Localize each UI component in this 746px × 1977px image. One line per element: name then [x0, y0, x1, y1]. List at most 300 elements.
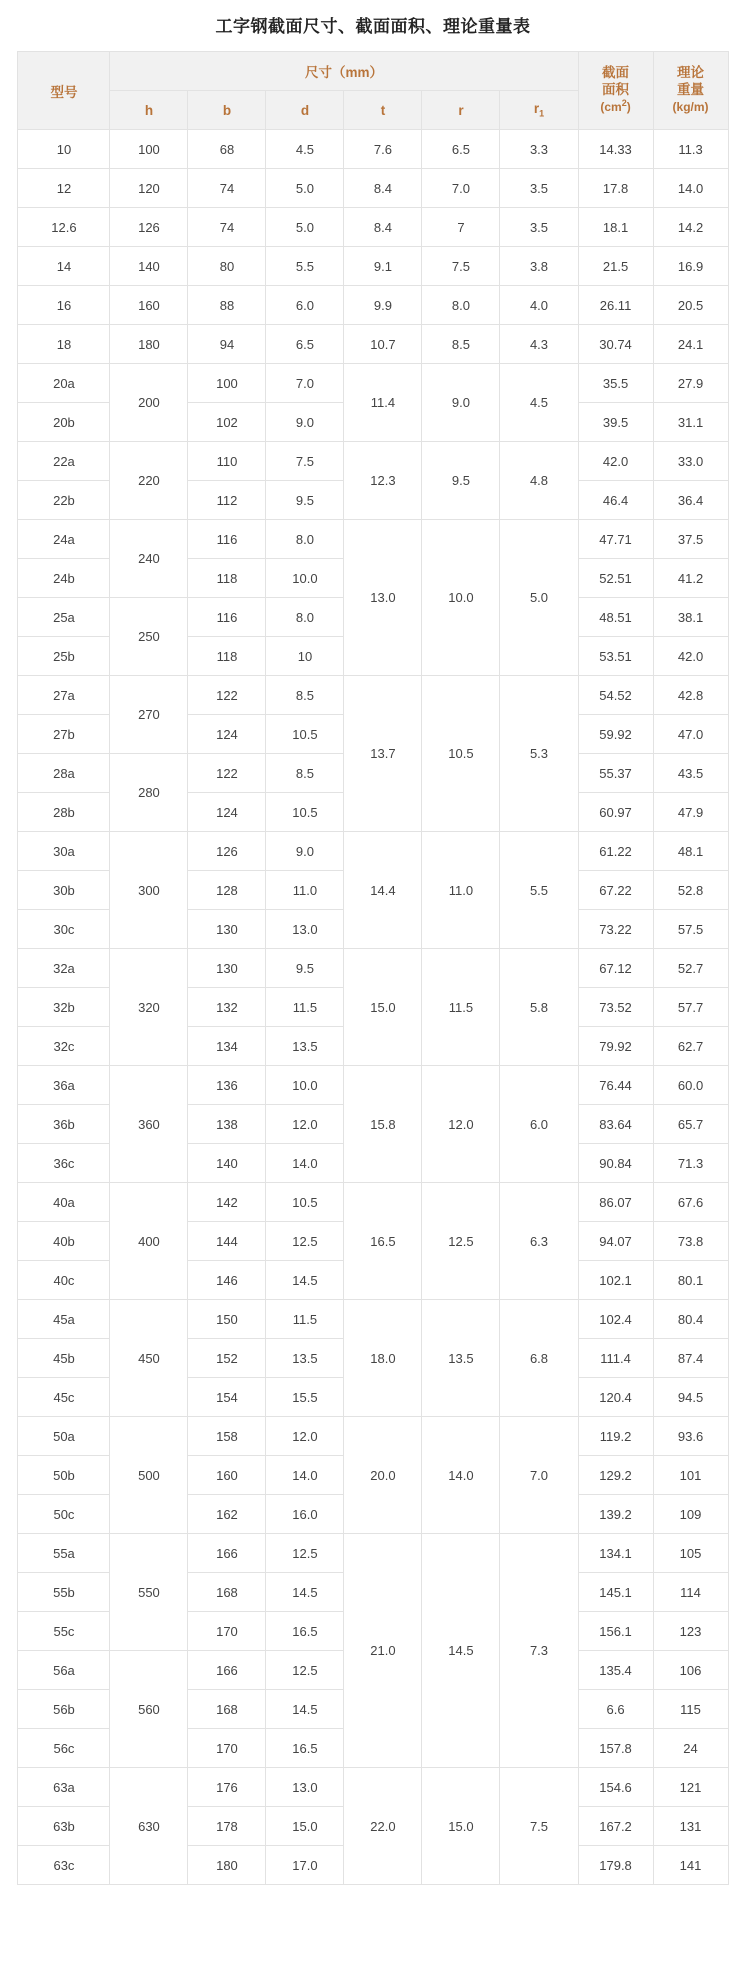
cell-model: 63b — [18, 1807, 110, 1846]
cell-r: 14.5 — [422, 1534, 500, 1768]
cell-d: 8.5 — [266, 754, 344, 793]
cell-r1: 3.5 — [500, 169, 578, 208]
cell-r: 7.0 — [422, 169, 500, 208]
cell-r1: 6.0 — [500, 1066, 578, 1183]
cell-model: 45a — [18, 1300, 110, 1339]
cell-area: 26.11 — [578, 286, 653, 325]
cell-model: 30a — [18, 832, 110, 871]
cell-d: 11.5 — [266, 1300, 344, 1339]
cell-d: 5.5 — [266, 247, 344, 286]
cell-r1: 5.3 — [500, 676, 578, 832]
cell-h: 270 — [110, 676, 188, 754]
cell-r: 11.0 — [422, 832, 500, 949]
page-title: 工字钢截面尺寸、截面面积、理论重量表 — [215, 17, 531, 36]
cell-r1: 6.8 — [500, 1300, 578, 1417]
cell-d: 6.0 — [266, 286, 344, 325]
cell-area: 14.33 — [578, 130, 653, 169]
cell-model: 30c — [18, 910, 110, 949]
col-header-weight-line1: 理论 — [677, 65, 705, 81]
cell-model: 27a — [18, 676, 110, 715]
cell-d: 16.0 — [266, 1495, 344, 1534]
cell-d: 11.5 — [266, 988, 344, 1027]
cell-model: 18 — [18, 325, 110, 364]
cell-area: 179.8 — [578, 1846, 653, 1885]
table-row — [18, 169, 728, 208]
cell-weight: 52.8 — [653, 871, 728, 910]
cell-d: 9.5 — [266, 949, 344, 988]
cell-area: 39.5 — [578, 403, 653, 442]
header-row-top — [18, 52, 728, 91]
table-row — [18, 1183, 728, 1222]
cell-weight: 62.7 — [653, 1027, 728, 1066]
table-row — [18, 949, 728, 988]
cell-r: 6.5 — [422, 130, 500, 169]
cell-model: 28b — [18, 793, 110, 832]
cell-area: 21.5 — [578, 247, 653, 286]
cell-model: 25b — [18, 637, 110, 676]
cell-model: 63c — [18, 1846, 110, 1885]
cell-h: 240 — [110, 520, 188, 598]
col-header-weight — [653, 52, 728, 130]
cell-b: 176 — [188, 1768, 266, 1807]
cell-b: 168 — [188, 1573, 266, 1612]
cell-model: 22a — [18, 442, 110, 481]
table-row — [18, 1300, 728, 1339]
cell-area: 18.1 — [578, 208, 653, 247]
cell-t: 13.0 — [344, 520, 422, 676]
cell-t: 18.0 — [344, 1300, 422, 1417]
cell-t: 21.0 — [344, 1534, 422, 1768]
col-header-r1: $r_1$ — [500, 91, 578, 130]
cell-weight: 131 — [653, 1807, 728, 1846]
cell-model: 24b — [18, 559, 110, 598]
cell-area: 17.8 — [578, 169, 653, 208]
cell-h: 280 — [110, 754, 188, 832]
cell-weight: 33.0 — [653, 442, 728, 481]
cell-h: 500 — [110, 1417, 188, 1534]
cell-t: 20.0 — [344, 1417, 422, 1534]
cell-h: 630 — [110, 1768, 188, 1885]
table-body — [18, 130, 728, 1885]
col-header-t: t — [344, 91, 422, 130]
col-header-area-unit: $(cm^2)$ — [600, 98, 631, 115]
cell-weight: 52.7 — [653, 949, 728, 988]
cell-d: 14.5 — [266, 1261, 344, 1300]
cell-h: 140 — [110, 247, 188, 286]
cell-d: 13.0 — [266, 910, 344, 949]
cell-d: 10.5 — [266, 1183, 344, 1222]
cell-r: 7.5 — [422, 247, 500, 286]
col-header-area-line1: 截面 — [602, 64, 630, 80]
cell-t: 15.8 — [344, 1066, 422, 1183]
cell-d: 13.5 — [266, 1339, 344, 1378]
cell-h: 250 — [110, 598, 188, 676]
cell-b: 166 — [188, 1534, 266, 1573]
cell-b: 88 — [188, 286, 266, 325]
cell-t: 7.6 — [344, 130, 422, 169]
cell-weight: 24.1 — [653, 325, 728, 364]
cell-b: 180 — [188, 1846, 266, 1885]
cell-t: 13.7 — [344, 676, 422, 832]
cell-model: 36b — [18, 1105, 110, 1144]
cell-h: 560 — [110, 1651, 188, 1768]
cell-weight: 71.3 — [653, 1144, 728, 1183]
cell-b: 122 — [188, 676, 266, 715]
cell-model: 40a — [18, 1183, 110, 1222]
cell-area: 135.4 — [578, 1651, 653, 1690]
cell-model: 40c — [18, 1261, 110, 1300]
cell-d: 12.0 — [266, 1105, 344, 1144]
cell-area: 83.64 — [578, 1105, 653, 1144]
cell-area: 6.6 — [578, 1690, 653, 1729]
cell-b: 136 — [188, 1066, 266, 1105]
cell-area: 129.2 — [578, 1456, 653, 1495]
cell-t: 8.4 — [344, 208, 422, 247]
cell-b: 74 — [188, 208, 266, 247]
cell-model: 36a — [18, 1066, 110, 1105]
cell-r: 12.5 — [422, 1183, 500, 1300]
table-row — [18, 832, 728, 871]
cell-b: 138 — [188, 1105, 266, 1144]
cell-weight: 57.5 — [653, 910, 728, 949]
cell-area: 73.52 — [578, 988, 653, 1027]
cell-weight: 36.4 — [653, 481, 728, 520]
table-row — [18, 442, 728, 481]
cell-b: 132 — [188, 988, 266, 1027]
cell-h: 360 — [110, 1066, 188, 1183]
col-header-h: h — [110, 91, 188, 130]
cell-model: 56a — [18, 1651, 110, 1690]
cell-b: 130 — [188, 949, 266, 988]
cell-r1: 5.5 — [500, 832, 578, 949]
cell-area: 47.71 — [578, 520, 653, 559]
cell-r: 9.5 — [422, 442, 500, 520]
table-row — [18, 1066, 728, 1105]
cell-b: 146 — [188, 1261, 266, 1300]
cell-d: 10 — [266, 637, 344, 676]
cell-area: 145.1 — [578, 1573, 653, 1612]
cell-weight: 47.0 — [653, 715, 728, 754]
cell-model: 36c — [18, 1144, 110, 1183]
cell-t: 11.4 — [344, 364, 422, 442]
cell-weight: 106 — [653, 1651, 728, 1690]
cell-b: 168 — [188, 1690, 266, 1729]
cell-h: 160 — [110, 286, 188, 325]
table-row — [18, 286, 728, 325]
cell-area: 67.12 — [578, 949, 653, 988]
col-header-d: d — [266, 91, 344, 130]
col-header-dimensions-group: 尺寸（mm） — [110, 52, 578, 91]
cell-weight: 31.1 — [653, 403, 728, 442]
cell-model: 24a — [18, 520, 110, 559]
cell-model: 20a — [18, 364, 110, 403]
cell-weight: 115 — [653, 1690, 728, 1729]
cell-r1: 5.8 — [500, 949, 578, 1066]
cell-area: 86.07 — [578, 1183, 653, 1222]
col-header-area — [578, 52, 653, 130]
cell-area: 79.92 — [578, 1027, 653, 1066]
cell-weight: 43.5 — [653, 754, 728, 793]
cell-model: 16 — [18, 286, 110, 325]
cell-area: 60.97 — [578, 793, 653, 832]
cell-h: 400 — [110, 1183, 188, 1300]
cell-d: 14.0 — [266, 1144, 344, 1183]
cell-d: 10.0 — [266, 559, 344, 598]
cell-r1: 4.0 — [500, 286, 578, 325]
table-row — [18, 1534, 728, 1573]
cell-weight: 94.5 — [653, 1378, 728, 1417]
cell-area: 73.22 — [578, 910, 653, 949]
cell-model: 50b — [18, 1456, 110, 1495]
cell-r: 10.5 — [422, 676, 500, 832]
cell-t: 9.1 — [344, 247, 422, 286]
cell-d: 16.5 — [266, 1612, 344, 1651]
cell-weight: 80.1 — [653, 1261, 728, 1300]
cell-area: 42.0 — [578, 442, 653, 481]
cell-b: 160 — [188, 1456, 266, 1495]
cell-area: 55.37 — [578, 754, 653, 793]
cell-area: 119.2 — [578, 1417, 653, 1456]
cell-d: 8.5 — [266, 676, 344, 715]
col-header-r: r — [422, 91, 500, 130]
cell-r: 7 — [422, 208, 500, 247]
cell-d: 8.0 — [266, 598, 344, 637]
cell-d: 13.5 — [266, 1027, 344, 1066]
cell-weight: 109 — [653, 1495, 728, 1534]
cell-area: 102.4 — [578, 1300, 653, 1339]
cell-area: 53.51 — [578, 637, 653, 676]
cell-model: 40b — [18, 1222, 110, 1261]
cell-r: 13.5 — [422, 1300, 500, 1417]
cell-weight: 41.2 — [653, 559, 728, 598]
cell-model: 50a — [18, 1417, 110, 1456]
cell-weight: 42.8 — [653, 676, 728, 715]
cell-r: 11.5 — [422, 949, 500, 1066]
cell-model: 32b — [18, 988, 110, 1027]
cell-b: 166 — [188, 1651, 266, 1690]
cell-weight: 24 — [653, 1729, 728, 1768]
cell-d: 6.5 — [266, 325, 344, 364]
cell-weight: 93.6 — [653, 1417, 728, 1456]
cell-r1: 7.3 — [500, 1534, 578, 1768]
cell-weight: 14.0 — [653, 169, 728, 208]
cell-d: 14.5 — [266, 1573, 344, 1612]
cell-b: 116 — [188, 520, 266, 559]
cell-weight: 14.2 — [653, 208, 728, 247]
cell-area: 120.4 — [578, 1378, 653, 1417]
cell-weight: 80.4 — [653, 1300, 728, 1339]
cell-h: 126 — [110, 208, 188, 247]
cell-r1: 7.5 — [500, 1768, 578, 1885]
cell-model: 63a — [18, 1768, 110, 1807]
cell-b: 68 — [188, 130, 266, 169]
cell-area: 48.51 — [578, 598, 653, 637]
cell-b: 162 — [188, 1495, 266, 1534]
cell-d: 12.5 — [266, 1534, 344, 1573]
cell-h: 220 — [110, 442, 188, 520]
table-row — [18, 364, 728, 403]
cell-d: 17.0 — [266, 1846, 344, 1885]
cell-model: 56b — [18, 1690, 110, 1729]
cell-area: 154.6 — [578, 1768, 653, 1807]
cell-d: 10.5 — [266, 793, 344, 832]
cell-b: 122 — [188, 754, 266, 793]
cell-b: 152 — [188, 1339, 266, 1378]
cell-d: 10.0 — [266, 1066, 344, 1105]
cell-d: 14.0 — [266, 1456, 344, 1495]
cell-d: 5.0 — [266, 169, 344, 208]
table-row — [18, 247, 728, 286]
cell-d: 7.5 — [266, 442, 344, 481]
cell-weight: 16.9 — [653, 247, 728, 286]
cell-d: 5.0 — [266, 208, 344, 247]
cell-weight: 60.0 — [653, 1066, 728, 1105]
cell-t: 8.4 — [344, 169, 422, 208]
cell-h: 320 — [110, 949, 188, 1066]
cell-weight: 73.8 — [653, 1222, 728, 1261]
cell-h: 100 — [110, 130, 188, 169]
cell-area: 35.5 — [578, 364, 653, 403]
col-header-weight-line2: 重量 — [677, 82, 705, 98]
cell-r: 9.0 — [422, 364, 500, 442]
cell-weight: 121 — [653, 1768, 728, 1807]
col-header-weight-unit: (kg/m) — [672, 99, 709, 114]
cell-model: 20b — [18, 403, 110, 442]
cell-weight: 11.3 — [653, 130, 728, 169]
table-header — [18, 52, 728, 130]
cell-r1: 5.0 — [500, 520, 578, 676]
cell-area: 102.1 — [578, 1261, 653, 1300]
cell-h: 120 — [110, 169, 188, 208]
cell-weight: 38.1 — [653, 598, 728, 637]
cell-weight: 57.7 — [653, 988, 728, 1027]
cell-d: 12.5 — [266, 1222, 344, 1261]
cell-b: 134 — [188, 1027, 266, 1066]
cell-b: 130 — [188, 910, 266, 949]
cell-t: 22.0 — [344, 1768, 422, 1885]
cell-model: 28a — [18, 754, 110, 793]
cell-d: 12.5 — [266, 1651, 344, 1690]
cell-model: 32a — [18, 949, 110, 988]
cell-model: 50c — [18, 1495, 110, 1534]
cell-r1: 4.5 — [500, 364, 578, 442]
cell-weight: 141 — [653, 1846, 728, 1885]
cell-weight: 20.5 — [653, 286, 728, 325]
cell-b: 124 — [188, 715, 266, 754]
cell-b: 142 — [188, 1183, 266, 1222]
cell-d: 7.0 — [266, 364, 344, 403]
cell-weight: 114 — [653, 1573, 728, 1612]
cell-area: 94.07 — [578, 1222, 653, 1261]
cell-r: 15.0 — [422, 1768, 500, 1885]
cell-area: 52.51 — [578, 559, 653, 598]
cell-t: 9.9 — [344, 286, 422, 325]
cell-model: 27b — [18, 715, 110, 754]
cell-area: 111.4 — [578, 1339, 653, 1378]
cell-b: 170 — [188, 1729, 266, 1768]
cell-weight: 101 — [653, 1456, 728, 1495]
table-row — [18, 325, 728, 364]
cell-area: 30.74 — [578, 325, 653, 364]
cell-model: 55c — [18, 1612, 110, 1651]
cell-b: 158 — [188, 1417, 266, 1456]
cell-model: 55b — [18, 1573, 110, 1612]
cell-model: 25a — [18, 598, 110, 637]
cell-b: 94 — [188, 325, 266, 364]
cell-weight: 47.9 — [653, 793, 728, 832]
cell-b: 140 — [188, 1144, 266, 1183]
cell-weight: 123 — [653, 1612, 728, 1651]
cell-b: 128 — [188, 871, 266, 910]
cell-b: 100 — [188, 364, 266, 403]
cell-model: 56c — [18, 1729, 110, 1768]
cell-b: 118 — [188, 559, 266, 598]
cell-t: 10.7 — [344, 325, 422, 364]
cell-b: 178 — [188, 1807, 266, 1846]
cell-area: 167.2 — [578, 1807, 653, 1846]
cell-model: 12 — [18, 169, 110, 208]
cell-r: 10.0 — [422, 520, 500, 676]
cell-model: 12.6 — [18, 208, 110, 247]
cell-d: 9.0 — [266, 403, 344, 442]
cell-area: 46.4 — [578, 481, 653, 520]
cell-area: 156.1 — [578, 1612, 653, 1651]
cell-area: 139.2 — [578, 1495, 653, 1534]
cell-model: 30b — [18, 871, 110, 910]
cell-d: 12.0 — [266, 1417, 344, 1456]
cell-r1: 6.3 — [500, 1183, 578, 1300]
table-row — [18, 1417, 728, 1456]
cell-model: 45b — [18, 1339, 110, 1378]
cell-weight: 87.4 — [653, 1339, 728, 1378]
cell-area: 59.92 — [578, 715, 653, 754]
cell-area: 67.22 — [578, 871, 653, 910]
cell-t: 14.4 — [344, 832, 422, 949]
cell-b: 154 — [188, 1378, 266, 1417]
steel-spec-table — [17, 51, 728, 1885]
cell-h: 180 — [110, 325, 188, 364]
cell-h: 200 — [110, 364, 188, 442]
cell-d: 15.0 — [266, 1807, 344, 1846]
cell-area: 76.44 — [578, 1066, 653, 1105]
cell-weight: 48.1 — [653, 832, 728, 871]
cell-b: 170 — [188, 1612, 266, 1651]
cell-model: 55a — [18, 1534, 110, 1573]
cell-h: 300 — [110, 832, 188, 949]
cell-h: 450 — [110, 1300, 188, 1417]
cell-weight: 67.6 — [653, 1183, 728, 1222]
cell-d: 16.5 — [266, 1729, 344, 1768]
cell-r: 8.5 — [422, 325, 500, 364]
cell-b: 80 — [188, 247, 266, 286]
col-header-b: b — [188, 91, 266, 130]
cell-b: 118 — [188, 637, 266, 676]
table-row — [18, 1768, 728, 1807]
cell-b: 126 — [188, 832, 266, 871]
cell-weight: 42.0 — [653, 637, 728, 676]
cell-d: 9.5 — [266, 481, 344, 520]
cell-model: 22b — [18, 481, 110, 520]
cell-b: 112 — [188, 481, 266, 520]
cell-d: 10.5 — [266, 715, 344, 754]
cell-b: 144 — [188, 1222, 266, 1261]
cell-t: 15.0 — [344, 949, 422, 1066]
cell-t: 12.3 — [344, 442, 422, 520]
col-header-area-line2: 面积 — [602, 81, 630, 97]
cell-area: 157.8 — [578, 1729, 653, 1768]
col-header-model: 型号 — [18, 52, 110, 130]
cell-r1: 7.0 — [500, 1417, 578, 1534]
